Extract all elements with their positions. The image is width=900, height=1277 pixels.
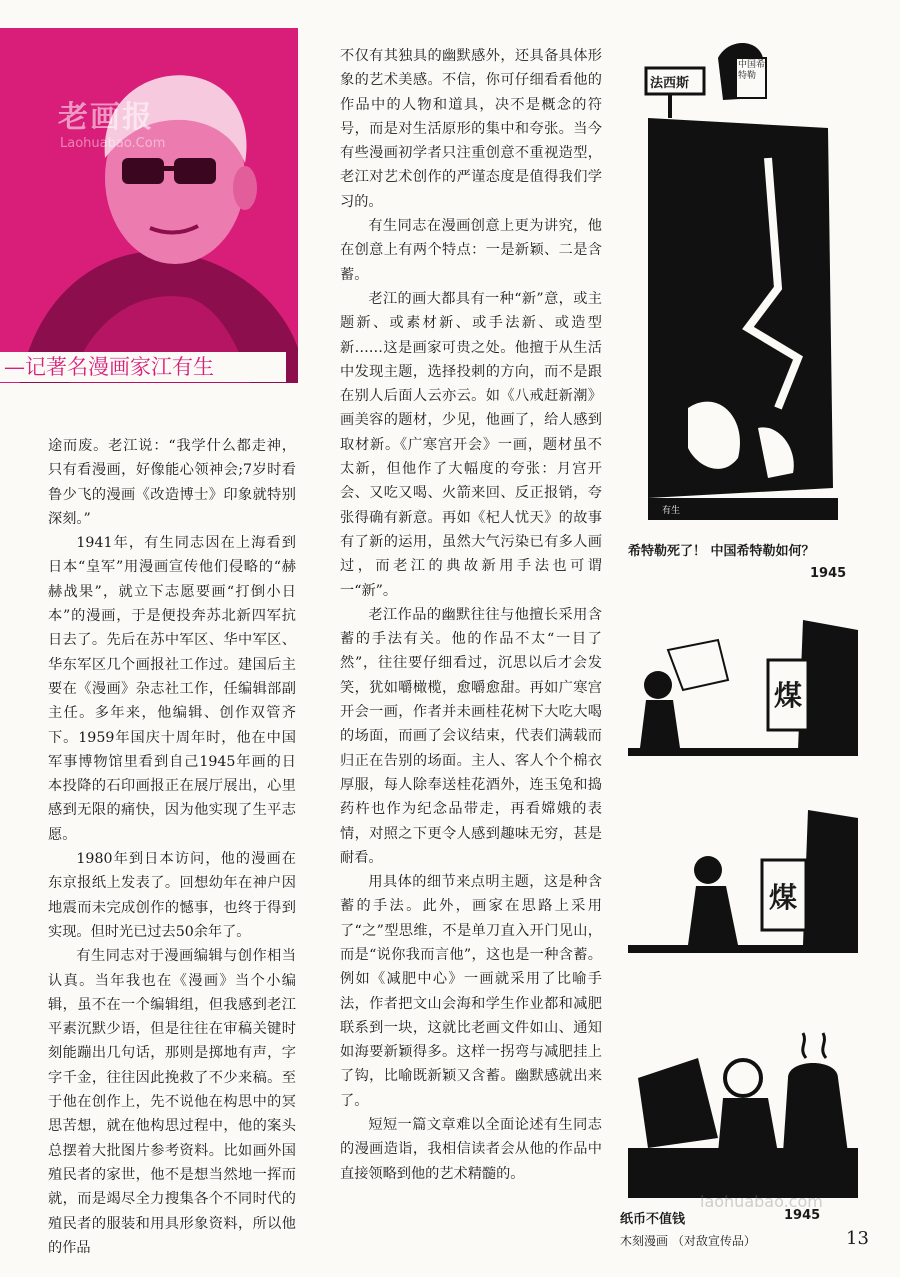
paragraph: 1941年，有生同志因在上海看到日本“皇军”用漫画宣传他们侵略的“赫赫战果”，就立下志愿要画“打倒小日本”的漫画，于是便投奔苏北新四军抗日去了。先后在苏中军区、华中军区、华东军区几个画报社工作过。建国后主要在《漫画》杂志社工作，任编辑部副主任。多年来，他编辑、创作双管齐下。1959年国庆十周年时，他在中国军事博物馆里看到自己1945年画的日本投降的石印画报正在展厅展出，心里感到无限的痛快，因为他实现了生平志愿。: [48, 535, 296, 843]
paragraph: 1980年到日本访问，他的漫画在东京报纸上发表了。回想幼年在神户因地震而未完成创作的憾事，也终于得到实现。但时光已过去50余年了。: [48, 851, 296, 940]
article-column-left: [48, 434, 296, 1260]
woodcut-illustration: [628, 620, 858, 770]
paragraph: 不仅有其独具的幽默感外，还具备具体形象的艺术美感。不信，你可仔细看看他的作品中的人物和道具，决不是概念的符号，而是对生活原形的集中和夸张。当今有些漫画初学者只注重创意不重视造型，老江对艺术创作的严谨态度是值得我们学习的。: [340, 48, 602, 210]
cartoon-caption: 纸币不值钱: [620, 1212, 686, 1227]
coal-sign: 煤: [774, 679, 803, 712]
cartoon-hitler-panel: [628, 28, 858, 528]
paragraph: 途而废。老江说：“我学什么都走神，只有看漫画，好像能心领神会;7岁时看鲁少飞的漫画《改造博士》印象就特别深刻。”: [48, 438, 296, 527]
coal-sign: 煤: [769, 881, 798, 914]
watermark-url: laohuabao.com: [700, 1192, 823, 1211]
portrait-figure-illustration: [0, 28, 298, 383]
watermark-logo: 老画报: [58, 100, 154, 135]
paragraph: 有生同志对于漫画编辑与创作相当认真。当年我也在《漫画》当个小编辑，虽不在一个编辑组，但我感到老江平素沉默少语，但是往往在审稿关键时刻能蹦出几句话，那则是掷地有声，字字千金，往往因此挽救了不少来稿。至于他在创作上，先不说他在构思中的冥思苦想，就在他构思过程中，他的案头总摆着大批图片参考资料。比如画外国殖民者的家世，他不是想当然地一挥而就，而是竭尽全力搜集各个不同时代的殖民者的服装和用具形象资料，所以他的作品: [48, 948, 296, 1256]
cartoon-coal-panel-1: [628, 620, 858, 770]
article-column-right: [340, 44, 602, 1186]
portrait-photo: [0, 28, 298, 383]
sign-china-hitler: 中国希特勒: [738, 60, 766, 81]
cartoon-coal-panel-2: [628, 810, 858, 960]
paragraph: 用具体的细节来点明主题，这是种含蓄的手法。此外，画家在思路上采用了“之”型思维，不是单刀直入开门见山，而是“说你我而言他”，这也是一种含蓄。例如《减肥中心》一画就采用了比喻手法，作者把文山会海和学生作业都和减肥联系到一块，这就比老画文件如山、通知如海要新颖得多。这样一拐弯与减肥挂上了钩，比喻既新颖又含蓄。幽默感就出来了。: [340, 874, 602, 1109]
cartoon-paper-money-panel: [628, 1018, 858, 1198]
watermark-url: Laohuabao.Com: [60, 136, 166, 151]
cartoon-year: 1945: [810, 566, 847, 581]
cartoon-year: 1945: [784, 1208, 821, 1223]
page-number: 13: [846, 1228, 869, 1249]
cartoon-caption: 希特勒死了！ 中国希特勒如何？: [628, 544, 815, 559]
woodcut-illustration: [628, 810, 858, 960]
woodcut-illustration: [628, 28, 858, 528]
sign-fascism: 法西斯: [650, 76, 690, 91]
artist-signature: 有生: [662, 506, 681, 516]
paragraph: 老江的画大都具有一种“新”意，或主题新、或素材新、或手法新、或造型新……这是画家可贵之处。他擅于从生活中发现主题，选择投刺的方向，而不是跟在别人后面人云亦云。如《八戒赶新潮》画美容的题材，少见，他画了，给人感到取材新。《广寒宫开会》一画，题材虽不太新，但他作了大幅度的夸张：月宫开会、又吃又喝、火箭来回、反正报销，夸张得确有新意。再如《杞人忧天》的故事有了新的运用，虽然大气污染已有多人画过，而老江的典故新用手法也可谓一“新”。: [340, 290, 602, 599]
paragraph: 短短一篇文章难以全面论述有生同志的漫画造诣，我相信读者会从他的作品中直接领略到他的艺术精髓的。: [340, 1117, 602, 1182]
paragraph: 有生同志在漫画创意上更为讲究，他在创意上有两个特点：一是新颖、二是含蓄。: [340, 218, 602, 283]
series-caption: 木刻漫画 （对敌宣传品）: [620, 1234, 756, 1248]
woodcut-illustration: [628, 1018, 858, 1198]
article-subtitle: —记著名漫画家江有生: [0, 352, 286, 382]
paragraph: 老江作品的幽默往往与他擅长采用含蓄的手法有关。他的作品不太“一目了然”，往往要仔细看过，沉思以后才会发笑，犹如嚼橄榄，愈嚼愈甜。再如广寒宫开会一画，作者并未画桂花树下大吃大喝的场面，而画了会议结束，代表们满载而归正在告别的场面。主人、客人个个棉衣厚服，每人除奉送桂花酒外，连玉兔和捣药杵也作为纪念品带走，再看嫦娥的表情，对照之下更令人感到趣味无穷，甚是耐看。: [340, 606, 602, 866]
